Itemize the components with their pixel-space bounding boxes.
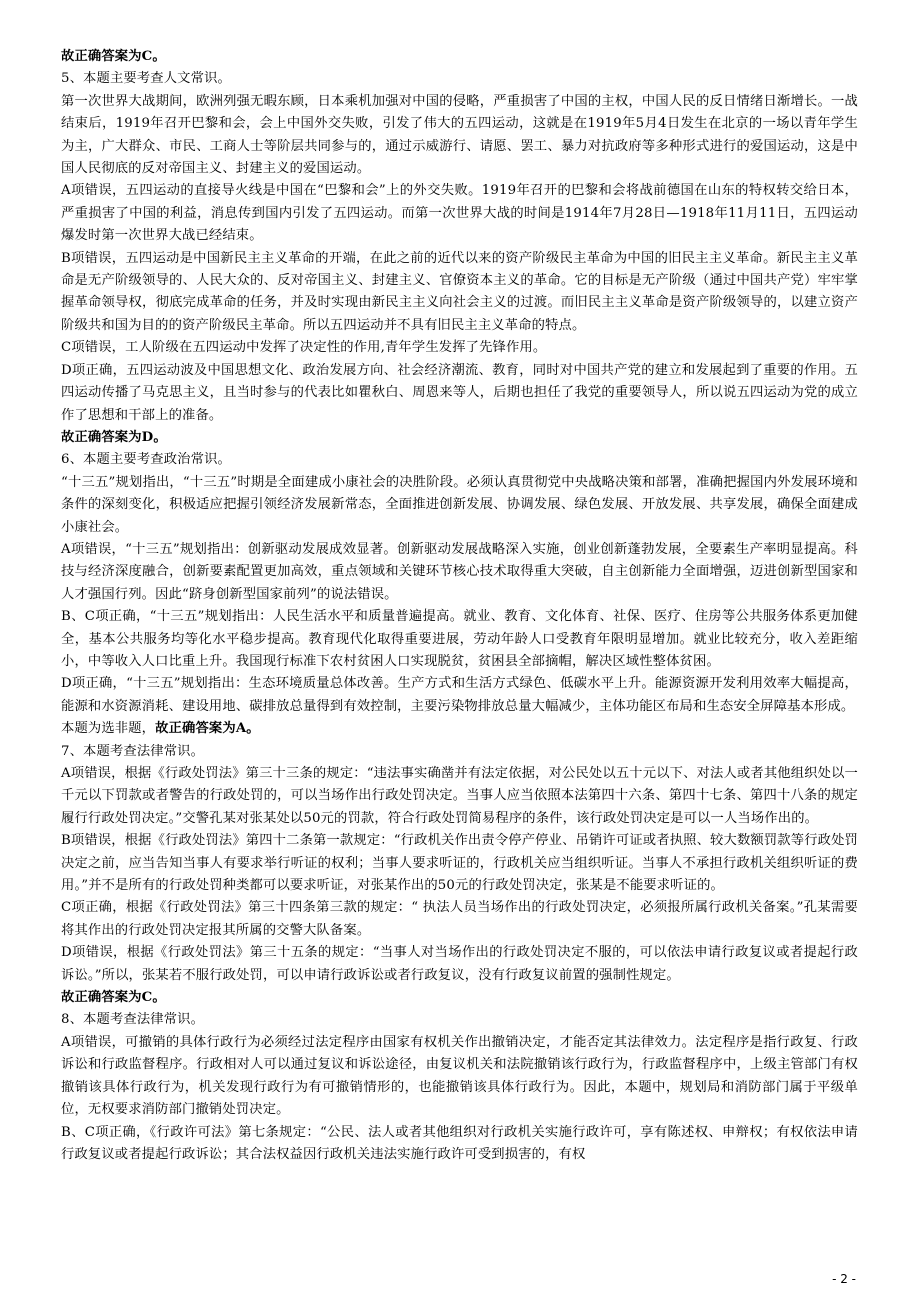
paragraph-text: 故正确答案为C。 [61,990,166,1006]
paragraph [61,741,858,763]
paragraph [61,897,858,942]
paragraph [61,91,858,181]
answer-text: 故正确答案为A。 [155,721,260,737]
paragraph-text: A项错误，“十三五”规划指出：创新驱动发展成效显著。创新驱动发展战略深入实施，创业创新蓬勃发展，全要素生产率明显提高。科技与经济深度融合，创新要素配置更加高效，重点领域和关键环节核心技术取得重大突破，自主创新能力全面增强，迈进创新型国家和人才强国行列。因此“跻身创新型国家前列”的说法错误。 [61,541,858,602]
paragraph-text: 本题为选非题， [61,721,156,737]
paragraph-text: B、C项正确，“十三五”规划指出：人民生活水平和质量普遍提高。就业、教育、文化体育、社保、医疗、住房等公共服务体系更加健全，基本公共服务均等化水平稳步提高。教育现代化取得重要进展，劳动年龄人口受教育年限明显增加。就业比较充分，收入差距缩小，中等收入人口比重上升。我国现行标准下农村贫困人口实现脱贫，贫困县全部摘帽，解决区域性整体贫困。 [61,609,858,669]
answer-line [61,427,858,449]
paragraph-text: 故正确答案为D。 [61,429,167,445]
paragraph-text: C项错误，工人阶级在五四运动中发挥了决定性的作用,青年学生发挥了先锋作用。 [61,340,547,356]
paragraph-text: A项错误，可撤销的具体行政行为必须经过法定程序由国家有权机关作出撤销决定，才能否定其法律效力。法定程序是指行政复、行政诉讼和行政监督程序。行政相对人可以通过复议和诉讼途径，由复议机关和法院撤销该行政行为，行政监督程序中，上级主管部门有权撤销该具体行政行为，机关发现行政行为有可撤销情形的，也能撤销该具体行政行为。因此，本题中，规划局和消防部门属于平级单位，无权要求消防部门撤销处罚决定。 [61,1034,858,1118]
paragraph [61,472,858,539]
paragraph [61,449,858,471]
paragraph [61,1122,858,1167]
paragraph-text: 5、本题主要考查人文常识。 [61,71,231,87]
paragraph [61,606,858,673]
paragraph-text: A项错误，根据《行政处罚法》第三十三条的规定：“违法事实确凿并有法定依据，对公民处以五十元以下、对法人或者其他组织处以一千元以下罚款或者警告的行政处罚的，可以当场作出行政处罚决定。当事人应当依照本法第四十六条、第四十七条、第四十八条的规定履行行政处罚决定。”交警孔某对张某处以50元的罚款，符合行政处罚简易程序的条件，该行政处罚决定是可以一人当场作出的。 [61,766,858,826]
paragraph [61,718,858,740]
paragraph-text: C项正确，根据《行政处罚法》第三十四条第三款的规定：“ 执法人员当场作出的行政处罚决定，必须报所属行政机关备案。”孔某需要将其作出的行政处罚决定报其所属的交警大队备案。 [61,900,858,938]
paragraph [61,360,858,427]
paragraph [61,248,858,338]
paragraph-text: 第一次世界大战期间，欧洲列强无暇东顾，日本乘机加强对中国的侵略，严重损害了中国的主权，中国人民的反日情绪日渐增长。一战结束后，1919年召开巴黎和会，会上中国外交失败，引发了伟大的五四运动，这就是在1919年5月4日发生在北京的一场以青年学生为主，广大群众、市民、工商人士等阶层共同参与的，通过示威游行、请愿、罢工、暴力对抗政府等多种形式进行的爱国运动，这是中国人民彻底的反对帝国主义、封建主义的爱国运动。 [61,93,858,177]
paragraph-text: D项正确，五四运动波及中国思想文化、政治发展方向、社会经济潮流、教育，同时对中国共产党的建立和发展起到了重要的作用。五四运动传播了马克思主义，且当时参与的代表比如瞿秋白、周恩来等人，后期也担任了我党的重要领导人，所以说五四运动为党的成立作了思想和干部上的准备。 [61,362,858,423]
page-number: - 2 - [832,1272,856,1286]
paragraph-text: B项错误，根据《行政处罚法》第四十二条第一款规定：“行政机关作出责令停产停业、吊销许可证或者执照、较大数额罚款等行政处罚决定之前，应当告知当事人有要求举行听证的权利；当事人要求听证的，行政机关应当组织听证。当事人不承担行政机关组织听证的费用。”并不是所有的行政处罚种类都可以要求听证，对张某作出的50元的行政处罚决定，张某是不能要求听证的。 [61,833,858,894]
answer-line [61,46,858,68]
paragraph [61,1032,858,1122]
paragraph [61,539,858,606]
paragraph [61,337,858,359]
paragraph-text: A项错误，五四运动的直接导火线是中国在“巴黎和会”上的外交失败。1919年召开的巴黎和会将战前德国在山东的特权转交给日本，严重损害了中国的利益，消息传到国内引发了五四运动。而第一次世界大战的时间是1914年7月28日—1918年11月11日，五四运动爆发时第一次世界大战已经结束。 [61,183,858,244]
paragraph [61,180,858,247]
paragraph [61,673,858,718]
paragraph-text: “十三五”规划指出，“十三五”时期是全面建成小康社会的决胜阶段。必须认真贯彻党中央战略决策和部署，准确把握国内外发展环境和条件的深刻变化，积极适应把握引领经济发展新常态，全面推进创新发展、协调发展、绿色发展、开放发展、共享发展，确保全面建成小康社会。 [61,474,858,535]
paragraph-text: 6、本题主要考查政治常识。 [61,452,231,468]
paragraph [61,942,858,987]
paragraph-text: D项正确，“十三五”规划指出：生态环境质量总体改善。生产方式和生活方式绿色、低碳水平上升。能源资源开发利用效率大幅提高，能源和水资源消耗、建设用地、碳排放总量得到有效控制，主要污染物排放总量大幅减少，主体功能区布局和生态安全屏障基本形成。 [61,676,858,714]
paragraph [61,763,858,830]
paragraph [61,1009,858,1031]
answer-line [61,987,858,1009]
paragraph-text: 故正确答案为C。 [61,49,166,64]
paragraph-text: B、C项正确，《行政许可法》第七条规定：“公民、法人或者其他组织对行政机关实施行政许可，享有陈述权、申辩权；有权依法申请行政复议或者提起行政诉讼；其合法权益因行政机关违法实施行政许可受到损害的，有权 [61,1124,858,1162]
paragraph [61,68,858,90]
paragraph-text: 8、本题考查法律常识。 [61,1012,205,1028]
document-page [61,46,858,1166]
paragraph-text: B项错误，五四运动是中国新民主主义革命的开端，在此之前的近代以来的资产阶级民主革命为中国的旧民主主义革命。新民主主义革命是无产阶级领导的、人民大众的、反对帝国主义、封建主义、官僚资本主义的革命。它的目标是无产阶级（通过中国共产党）牢牢掌握革命领导权，彻底完成革命的任务，并及时实现由新民主主义向社会主义的过渡。而旧民主主义革命是资产阶级领导的，以建立资产阶级共和国为目的的资产阶级民主革命。所以五四运动并不具有旧民主主义革命的特点。 [61,250,858,333]
paragraph [61,830,858,897]
paragraph-text: D项错误，根据《行政处罚法》第三十五条的规定：“当事人对当场作出的行政处罚决定不服的，可以依法申请行政复议或者提起行政诉讼。”所以，张某若不服行政处罚，可以申请行政诉讼或者行政复议，没有行政复议前置的强制性规定。 [61,945,858,983]
paragraph-text: 7、本题考查法律常识。 [61,743,205,759]
